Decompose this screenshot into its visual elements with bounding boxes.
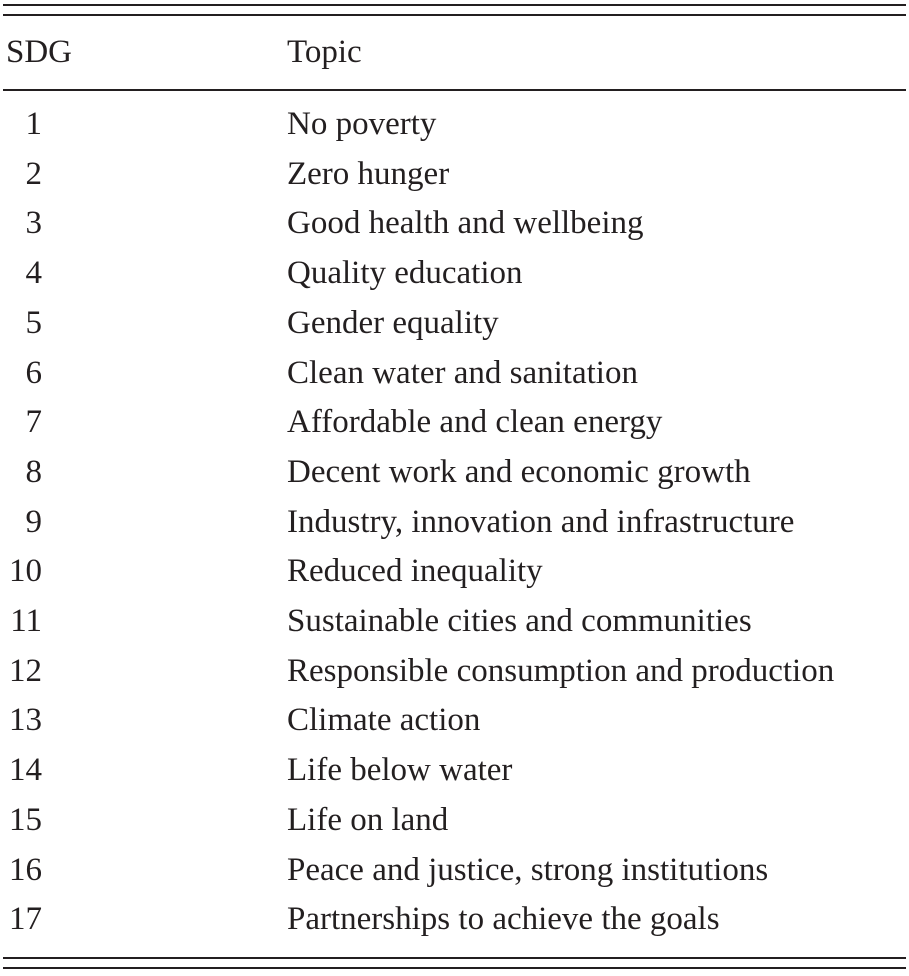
- top-rule-outer: [3, 4, 906, 6]
- table-row-topic: Zero hunger: [287, 155, 450, 192]
- table-row-sdg-number: 7: [25, 404, 42, 441]
- table-row-sdg-number: 3: [25, 205, 42, 242]
- table-row-sdg-number: 1: [25, 106, 42, 142]
- table-row-topic: Life on land: [287, 801, 449, 838]
- table-row-sdg-number: 10: [9, 553, 42, 590]
- table-row-topic: No poverty: [287, 106, 437, 142]
- table-row-topic: Responsible consumption and production: [287, 652, 835, 689]
- table-row-topic: Sustainable cities and communities: [287, 603, 752, 639]
- table-row-sdg-number: 6: [25, 354, 42, 391]
- table-row-sdg-number: 14: [9, 752, 42, 789]
- header-sdg: SDG: [6, 34, 73, 70]
- table-row-topic: Clean water and sanitation: [287, 354, 638, 391]
- table-row-sdg-number: 9: [25, 503, 42, 540]
- table-row-topic: Quality education: [287, 255, 523, 292]
- table-row-sdg-number: 4: [25, 255, 42, 292]
- top-rule-inner: [3, 14, 906, 16]
- bottom-rule-inner: [3, 957, 906, 959]
- bottom-rule-outer: [3, 967, 906, 969]
- table-row-sdg-number: 2: [25, 155, 42, 192]
- table-row-sdg-number: 12: [9, 652, 42, 689]
- table-row-topic: Climate action: [287, 702, 481, 739]
- table-row-topic: Good health and wellbeing: [287, 205, 644, 242]
- table-row-sdg-number: 17: [9, 901, 42, 938]
- table-row-topic: Gender equality: [287, 304, 499, 341]
- table-row-sdg-number: 13: [9, 702, 42, 739]
- table-row-topic: Decent work and economic growth: [287, 453, 751, 490]
- table-row-topic: Partnerships to achieve the goals: [287, 901, 720, 938]
- table-row-topic: Peace and justice, strong institutions: [287, 851, 769, 888]
- table-row-topic: Reduced inequality: [287, 553, 543, 590]
- header-topic: Topic: [287, 34, 362, 70]
- table-row-sdg-number: 15: [9, 801, 42, 838]
- table-row-sdg-number: 16: [9, 851, 42, 888]
- table-row-topic: Industry, innovation and infrastructure: [287, 503, 795, 540]
- table-row-sdg-number: 11: [10, 603, 42, 639]
- table-row-sdg-number: 5: [25, 304, 42, 341]
- table-row-sdg-number: 8: [25, 453, 42, 490]
- header-rule: [3, 89, 906, 91]
- table-row-topic: Affordable and clean energy: [287, 404, 663, 441]
- table-row-topic: Life below water: [287, 752, 513, 789]
